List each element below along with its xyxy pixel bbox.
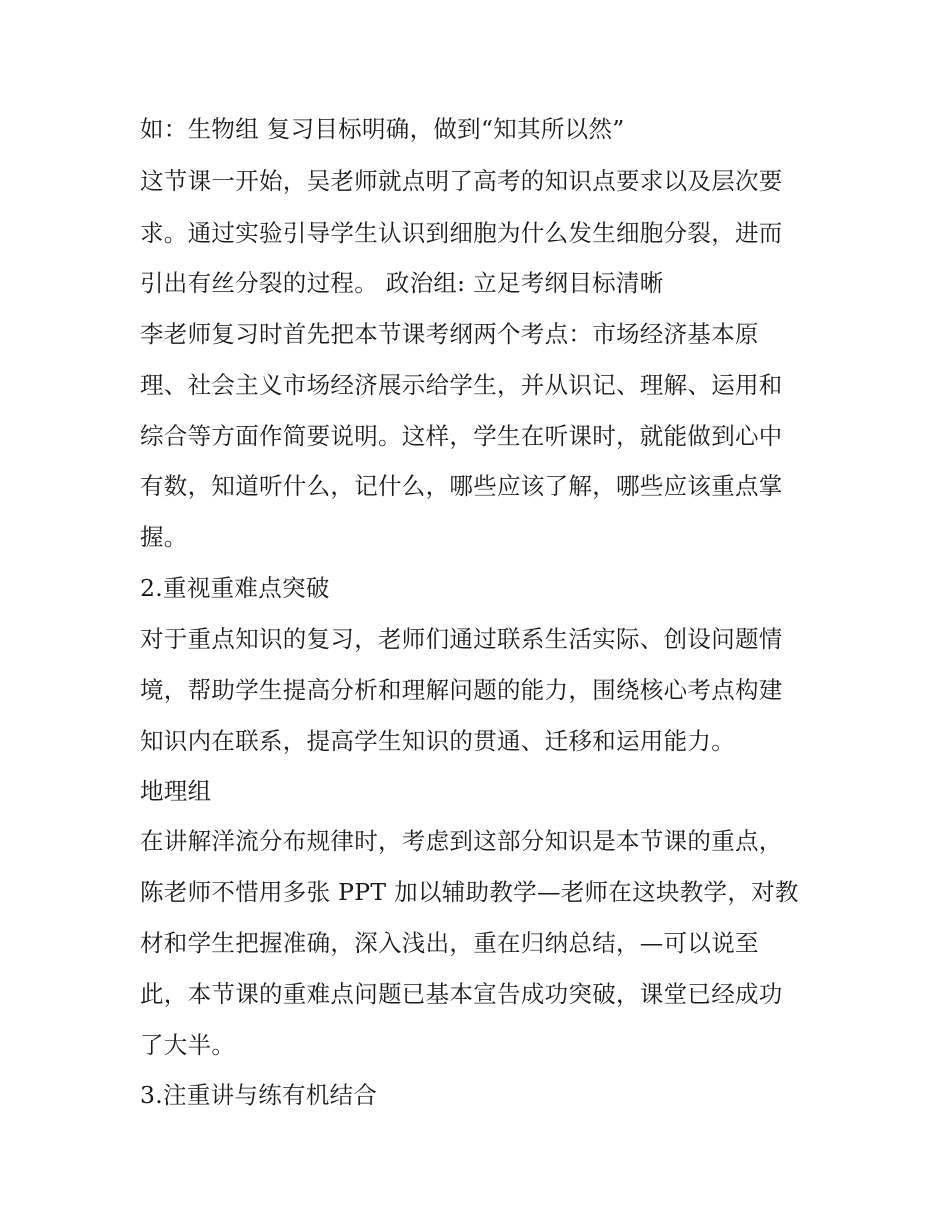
text-line: 境，帮助学生提高分析和理解问题的能力，围绕核心考点构建 xyxy=(140,676,783,704)
text-line: 知识内在联系，提高学生知识的贯通、迁移和运用能力。 xyxy=(140,727,735,755)
text-line: 李老师复习时首先把本节课考纲两个考点：市场经济基本原 xyxy=(140,320,759,348)
text-line: 对于重点知识的复习，老师们通过联系生活实际、创设问题情 xyxy=(140,625,783,653)
section-heading: 3.注重讲与练有机结合 xyxy=(140,1081,378,1109)
text-line: 理、社会主义市场经济展示给学生，并从识记、理解、运用和 xyxy=(140,371,783,399)
text-line: 此，本节课的重难点问题已基本宣告成功突破，课堂已经成功 xyxy=(140,980,783,1008)
text-line: 如：生物组 复习目标明确，做到“知其所以然” xyxy=(140,115,625,143)
text-line: 引出有丝分裂的过程。 政治组: 立足考纲目标清晰 xyxy=(140,269,664,297)
subsection-label: 地理组 xyxy=(140,777,212,805)
text-line: 陈老师不惜用多张 PPT 加以辅助教学—老师在这块教学，对教 xyxy=(140,878,799,906)
section-heading: 2.重视重难点突破 xyxy=(140,574,330,602)
text-line: 材和学生把握准确，深入浅出，重在归纳总结，—可以说至 xyxy=(140,929,759,957)
text-line: 综合等方面作简要说明。这样，学生在听课时，就能做到心中 xyxy=(140,422,783,450)
text-line: 有数，知道听什么，记什么，哪些应该了解，哪些应该重点掌 xyxy=(140,472,783,500)
text-line: 求。通过实验引导学生认识到细胞为什么发生细胞分裂，进而 xyxy=(140,219,783,247)
text-line: 这节课一开始，吴老师就点明了高考的知识点要求以及层次要 xyxy=(140,167,783,195)
text-line: 握。 xyxy=(140,523,188,551)
text-line: 了大半。 xyxy=(140,1031,236,1059)
text-line: 在讲解洋流分布规律时，考虑到这部分知识是本节课的重点， xyxy=(140,827,783,855)
